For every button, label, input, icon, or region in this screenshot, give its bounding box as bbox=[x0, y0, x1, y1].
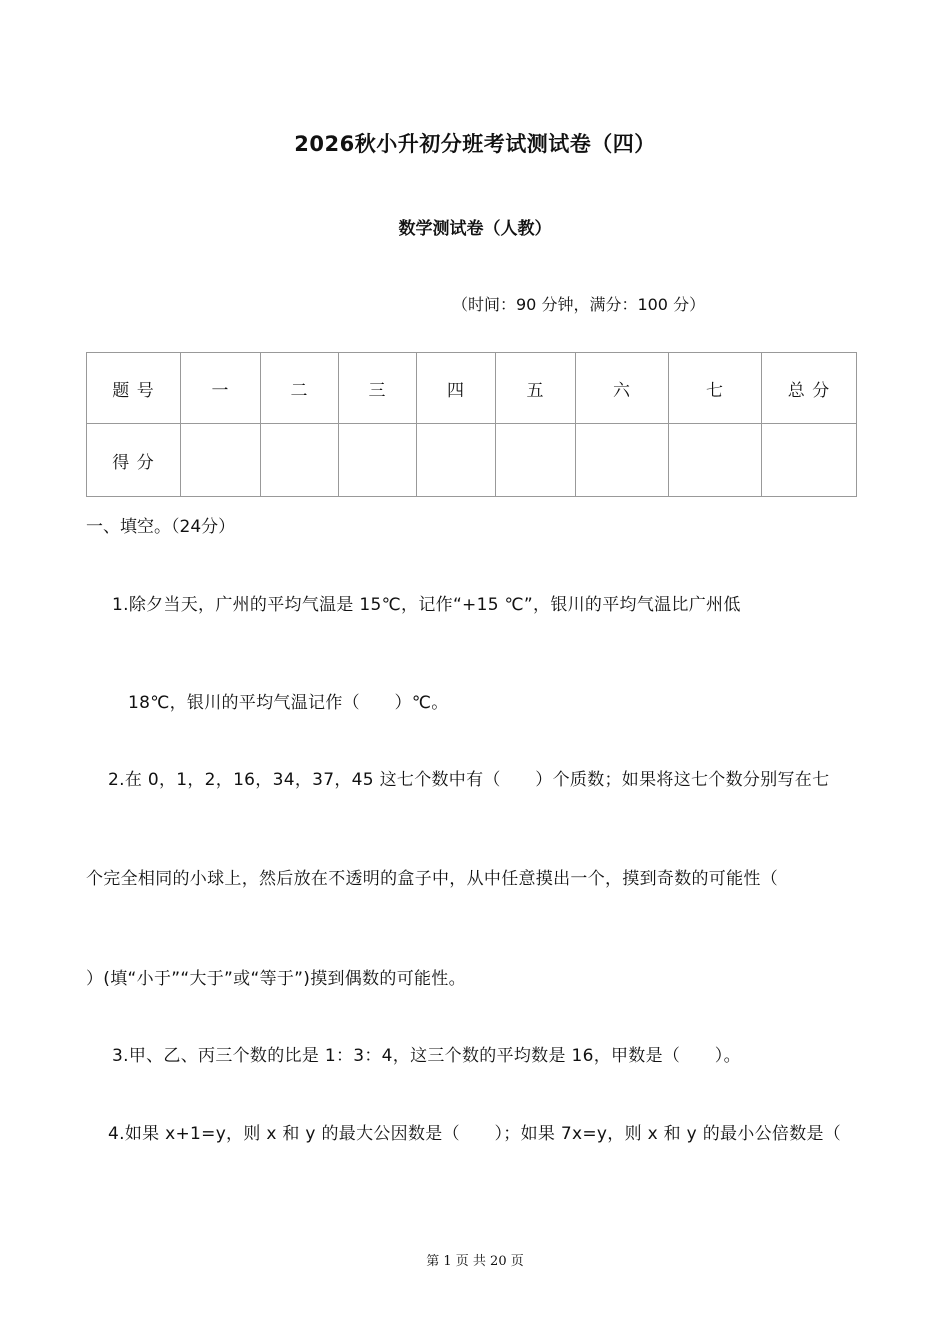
question-4-line-1: 4.如果 x+1=y，则 x 和 y 的最大公因数是（ ）；如果 7x=y，则 x 和 y 的最小公倍数是（ bbox=[108, 1124, 842, 1144]
score-cell[interactable] bbox=[669, 424, 762, 497]
section-title: 一、填空。（24分） bbox=[86, 517, 236, 537]
header-cell-3: 三 bbox=[339, 353, 417, 424]
page-subtitle: 数学测试卷（人教） bbox=[398, 219, 552, 239]
header-cell-total: 总 分 bbox=[762, 353, 857, 424]
score-cell[interactable] bbox=[417, 424, 496, 497]
question-3: 3.甲、乙、丙三个数的比是 1：3：4，这三个数的平均数是 16，甲数是（ ）。 bbox=[112, 1046, 741, 1066]
header-cell-2: 二 bbox=[261, 353, 339, 424]
score-cell[interactable] bbox=[576, 424, 669, 497]
header-cell-5: 五 bbox=[496, 353, 576, 424]
header-cell-7: 七 bbox=[669, 353, 762, 424]
header-cell-6: 六 bbox=[576, 353, 669, 424]
question-1-line-2: 18℃，银川的平均气温记作（ ）℃。 bbox=[128, 693, 449, 713]
score-cell[interactable] bbox=[762, 424, 857, 497]
header-cell-4: 四 bbox=[417, 353, 496, 424]
score-cell[interactable] bbox=[181, 424, 261, 497]
question-2-line-2: 个完全相同的小球上，然后放在不透明的盒子中，从中任意摸出一个，摸到奇数的可能性（ bbox=[86, 869, 778, 889]
score-table bbox=[86, 352, 857, 497]
score-cell[interactable] bbox=[496, 424, 576, 497]
header-cell-1: 一 bbox=[181, 353, 261, 424]
header-cell-label: 题 号 bbox=[87, 353, 181, 424]
score-row-label: 得 分 bbox=[87, 424, 181, 497]
score-table-score-row bbox=[87, 424, 857, 497]
page-indicator: 第 1 页 共 20 页 bbox=[426, 1254, 524, 1269]
score-cell[interactable] bbox=[339, 424, 417, 497]
time-info: （时间：90 分钟，满分：100 分） bbox=[452, 295, 706, 314]
score-table-header-row bbox=[87, 353, 857, 424]
page-title: 2026秋小升初分班考试测试卷（四） bbox=[294, 132, 656, 156]
question-2-line-3: ）(填“小于”“大于”或“等于”)摸到偶数的可能性。 bbox=[86, 969, 466, 989]
question-1-line-1: 1.除夕当天，广州的平均气温是 15℃，记作“+15 ℃”，银川的平均气温比广州低 bbox=[112, 595, 741, 615]
score-cell[interactable] bbox=[261, 424, 339, 497]
question-2-line-1: 2.在 0，1，2，16，34，37，45 这七个数中有（ ）个质数；如果将这七个数分别写在七 bbox=[108, 770, 830, 790]
